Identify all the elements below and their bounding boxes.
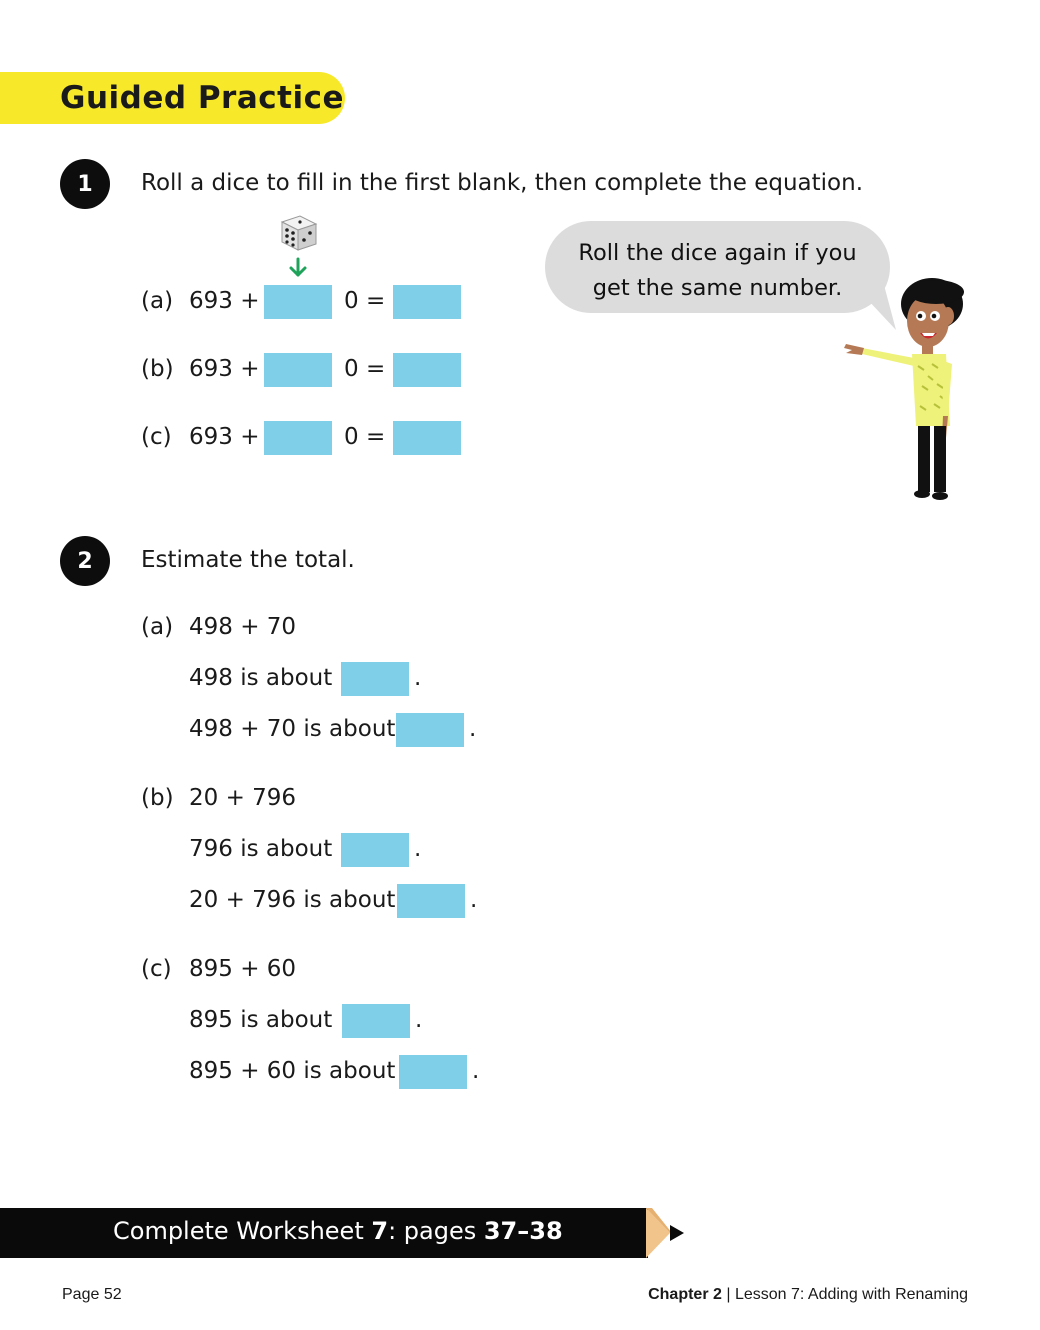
period: . [414,836,422,862]
question-number-1: 1 [60,159,110,209]
period: . [415,1007,423,1033]
speech-bubble-text [555,236,880,306]
equation-mid: 0 = [344,356,386,382]
part-label: (c) [141,424,172,450]
estimate-answer-blank[interactable] [341,833,409,867]
worksheet-number: 7 [371,1217,389,1245]
equation-start: 693 + [189,288,260,314]
question-number-2: 2 [60,536,110,586]
worksheet-pages: 37–38 [483,1217,563,1245]
dice-answer-blank[interactable] [264,353,332,387]
equation-mid: 0 = [344,288,386,314]
worksheet-mid: : pages [388,1217,484,1245]
part-label: (c) [141,956,172,982]
addition-expression: 895 + 60 [189,956,297,982]
chapter-label: Chapter 2 [648,1286,722,1303]
equation-start: 693 + [189,424,260,450]
estimate-prompt: 796 is about [189,836,333,862]
pencil-tip-icon [646,1208,686,1258]
period: . [414,665,422,691]
bubble-line-2: get the same number. [592,275,843,301]
estimate-prompt: 895 is about [189,1007,333,1033]
question-1-instruction: Roll a dice to fill in the first blank, then complete the equation. [141,170,864,196]
equation-start: 693 + [189,356,260,382]
estimate-total-answer-blank[interactable] [399,1055,467,1089]
page-title: Guided Practice [60,80,344,116]
part-label: (b) [141,785,174,811]
estimate-total-answer-blank[interactable] [396,713,464,747]
period: . [470,887,478,913]
dice-answer-blank[interactable] [264,285,332,319]
equation-mid: 0 = [344,424,386,450]
question-2-instruction: Estimate the total. [141,547,355,573]
estimate-total-prompt: 20 + 796 is about [189,887,396,913]
estimate-total-prompt: 498 + 70 is about [189,716,396,742]
dice-answer-blank[interactable] [264,421,332,455]
addition-expression: 498 + 70 [189,614,297,640]
estimate-total-answer-blank[interactable] [397,884,465,918]
separator: | [726,1286,731,1303]
period: . [469,716,477,742]
sum-answer-blank[interactable] [393,353,461,387]
bubble-line-1: Roll the dice again if you [578,240,857,266]
dice-icon [278,212,318,252]
estimate-total-prompt: 895 + 60 is about [189,1058,396,1084]
boy-character-illustration [842,276,967,506]
period: . [472,1058,480,1084]
page-number: Page 52 [62,1286,122,1303]
part-label: (a) [141,614,174,640]
sum-answer-blank[interactable] [393,421,461,455]
worksheet-reference [113,1217,563,1245]
estimate-answer-blank[interactable] [341,662,409,696]
arrow-down-icon [288,257,308,279]
estimate-answer-blank[interactable] [342,1004,410,1038]
chapter-lesson-line [648,1286,968,1304]
estimate-prompt: 498 is about [189,665,333,691]
addition-expression: 20 + 796 [189,785,297,811]
lesson-label: Lesson 7: Adding with Renaming [734,1286,968,1303]
sum-answer-blank[interactable] [393,285,461,319]
worksheet-prefix: Complete Worksheet [113,1217,372,1245]
part-label: (a) [141,288,174,314]
part-label: (b) [141,356,174,382]
